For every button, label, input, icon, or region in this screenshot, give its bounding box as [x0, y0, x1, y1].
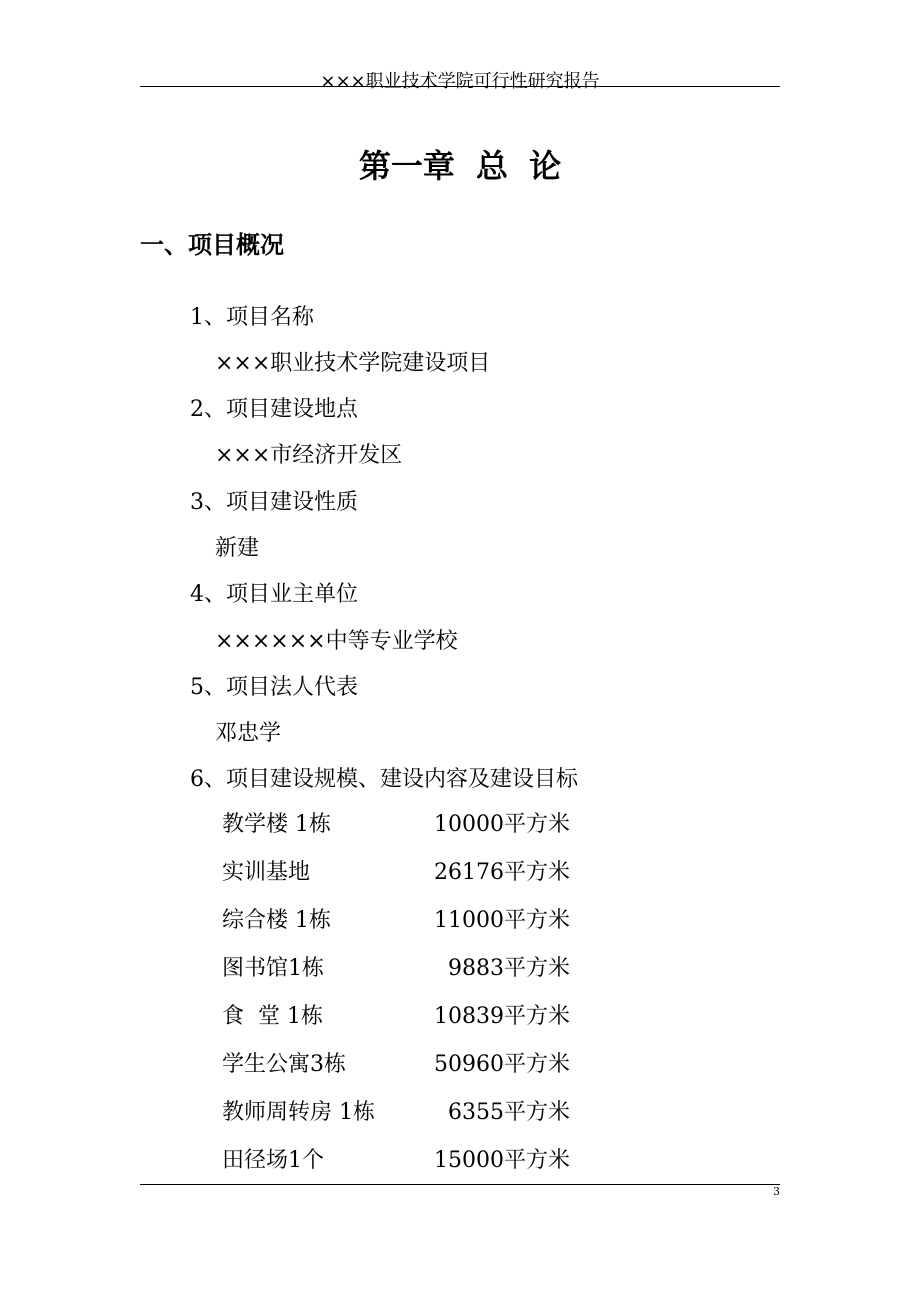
item-value: ××××××中等专业学校 — [215, 629, 458, 654]
scale-row-name: 学生公寓3栋 — [222, 1052, 346, 1077]
item-heading: 4、项目业主单位 — [190, 582, 358, 607]
scale-row-area: 50960平方米 — [434, 1052, 570, 1077]
scale-row-name: 综合楼 1栋 — [222, 908, 331, 933]
item-value: ×××市经济开发区 — [215, 443, 403, 468]
scale-row-name: 田径场1个 — [222, 1148, 324, 1173]
scale-row-name: 食 堂 1栋 — [222, 1004, 323, 1029]
scale-row-area: 9883平方米 — [448, 956, 570, 981]
page-number: 3 — [773, 1185, 780, 1198]
running-header: ×××职业技术学院可行性研究报告 — [320, 71, 600, 92]
item-value: 新建 — [215, 536, 260, 561]
scale-row-name: 实训基地 — [222, 860, 311, 885]
scale-row-area: 10000平方米 — [434, 812, 570, 837]
item-value: ×××职业技术学院建设项目 — [215, 351, 491, 376]
item-heading: 3、项目建设性质 — [190, 490, 358, 515]
item-value: 邓忠学 — [215, 721, 282, 746]
scale-heading: 6、项目建设规模、建设内容及建设目标 — [190, 767, 578, 792]
item-heading: 1、项目名称 — [190, 305, 314, 330]
scale-row-area: 11000平方米 — [434, 908, 570, 933]
section-title: 一、项目概况 — [140, 231, 284, 259]
header-rule — [140, 86, 780, 87]
footer-rule — [140, 1184, 780, 1185]
scale-row-area: 6355平方米 — [448, 1100, 570, 1125]
scale-row-area: 15000平方米 — [434, 1148, 570, 1173]
scale-row-area: 10839平方米 — [434, 1004, 570, 1029]
scale-row-name: 教师周转房 1栋 — [222, 1100, 375, 1125]
scale-row-name: 图书馆1栋 — [222, 956, 324, 981]
item-heading: 2、项目建设地点 — [190, 397, 358, 422]
scale-row-name: 教学楼 1栋 — [222, 812, 331, 837]
scale-row-area: 26176平方米 — [434, 860, 570, 885]
chapter-title: 第一章 总 论 — [358, 147, 562, 185]
item-heading: 5、项目法人代表 — [190, 675, 358, 700]
